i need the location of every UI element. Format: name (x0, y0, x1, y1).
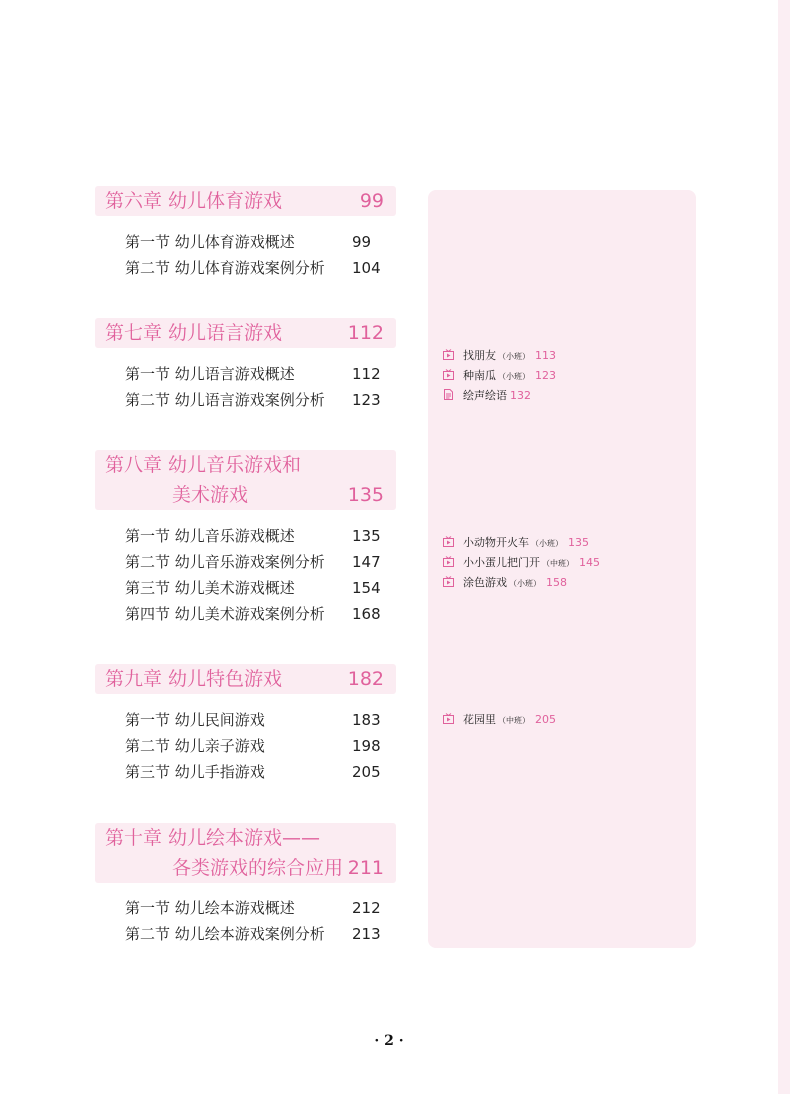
section-item[interactable] (125, 523, 385, 549)
chapter-page: 99 (359, 190, 384, 212)
section-list (125, 707, 385, 785)
section-item[interactable] (125, 229, 385, 255)
chapter-title: 第八章 幼儿音乐游戏和 (105, 454, 302, 476)
section-item[interactable] (125, 549, 385, 575)
section-label: 第一节 幼儿体育游戏概述 (125, 233, 295, 251)
resource-name: 小小蛋儿把门开 (463, 556, 540, 569)
chapter-title: 第九章 幼儿特色游戏 (105, 668, 283, 690)
section-list (125, 229, 385, 281)
section-label: 第四节 幼儿美术游戏案例分析 (125, 605, 325, 623)
section-item[interactable] (125, 255, 385, 281)
section-page: 135 (352, 527, 381, 545)
section-page: 99 (352, 233, 372, 251)
resource-page: 123 (535, 369, 556, 382)
section-label: 第二节 幼儿亲子游戏 (125, 737, 265, 755)
section-list (125, 895, 385, 947)
chapter-page: 182 (347, 668, 384, 690)
chapter-title: 第十章 幼儿绘本游戏—— (105, 827, 321, 849)
section-page: 123 (352, 391, 381, 409)
chapter-page: 135 (347, 484, 384, 506)
section-label: 第一节 幼儿音乐游戏概述 (125, 527, 295, 545)
section-list (125, 523, 385, 627)
section-page: 212 (352, 899, 381, 917)
video-icon (443, 713, 454, 724)
resource-grade: （中班） (542, 559, 574, 568)
section-item[interactable] (125, 895, 385, 921)
document-icon (443, 389, 454, 400)
resource-name: 花园里 (463, 713, 496, 726)
resource-item[interactable] (443, 346, 556, 366)
chapter-title-continued: 各类游戏的综合应用 (172, 857, 344, 879)
resource-page: 145 (579, 556, 600, 569)
chapter-heading[interactable] (95, 664, 396, 694)
video-icon (443, 556, 454, 567)
resource-item[interactable] (443, 533, 600, 553)
resource-name: 小动物开火车 (463, 536, 529, 549)
chapter-heading[interactable] (95, 186, 396, 216)
chapter-page: 112 (347, 322, 384, 344)
section-item[interactable] (125, 361, 385, 387)
resource-grade: （小班） (498, 372, 530, 381)
section-label: 第三节 幼儿美术游戏概述 (125, 579, 295, 597)
section-page: 112 (352, 365, 381, 383)
video-icon (443, 369, 454, 380)
video-icon (443, 349, 454, 360)
section-item[interactable] (125, 921, 385, 947)
resource-name: 绘声绘语 (463, 389, 507, 402)
chapter-page: 211 (347, 857, 384, 879)
section-page: 183 (352, 711, 381, 729)
resource-item[interactable] (443, 573, 600, 593)
chapter-title-continued: 美术游戏 (172, 484, 249, 506)
resource-page: 132 (510, 389, 531, 402)
section-list (125, 361, 385, 413)
resource-page: 113 (535, 349, 556, 362)
section-page: 104 (352, 259, 381, 277)
resource-name: 涂色游戏 (463, 576, 507, 589)
resource-list (443, 710, 556, 730)
section-item[interactable] (125, 759, 385, 785)
chapter-title: 第七章 幼儿语言游戏 (105, 322, 283, 344)
section-page: 205 (352, 763, 381, 781)
resource-item[interactable] (443, 553, 600, 573)
resource-page: 158 (546, 576, 567, 589)
section-label: 第二节 幼儿体育游戏案例分析 (125, 259, 325, 277)
section-label: 第一节 幼儿绘本游戏概述 (125, 899, 295, 917)
chapter-heading[interactable] (95, 318, 396, 348)
resource-list (443, 346, 556, 406)
video-icon (443, 536, 454, 547)
resource-name: 种南瓜 (463, 369, 496, 382)
chapter-heading[interactable] (95, 450, 396, 510)
resource-grade: （中班） (498, 716, 530, 725)
section-label: 第二节 幼儿语言游戏案例分析 (125, 391, 325, 409)
resource-list (443, 533, 600, 593)
resource-item[interactable] (443, 386, 556, 406)
section-label: 第一节 幼儿民间游戏 (125, 711, 265, 729)
resource-grade: （小班） (509, 579, 541, 588)
section-item[interactable] (125, 733, 385, 759)
section-label: 第二节 幼儿绘本游戏案例分析 (125, 925, 325, 943)
resource-page: 135 (568, 536, 589, 549)
chapter-heading[interactable] (95, 823, 396, 883)
section-item[interactable] (125, 707, 385, 733)
section-page: 154 (352, 579, 381, 597)
page-number: · 2 · (374, 1033, 404, 1049)
video-icon (443, 576, 454, 587)
section-item[interactable] (125, 575, 385, 601)
section-page: 147 (352, 553, 381, 571)
section-label: 第三节 幼儿手指游戏 (125, 763, 265, 781)
section-item[interactable] (125, 601, 385, 627)
resource-grade: （小班） (498, 352, 530, 361)
resource-name: 找朋友 (463, 349, 496, 362)
resource-item[interactable] (443, 366, 556, 386)
section-page: 198 (352, 737, 381, 755)
resource-grade: （小班） (531, 539, 563, 548)
resource-page: 205 (535, 713, 556, 726)
resource-item[interactable] (443, 710, 556, 730)
section-label: 第一节 幼儿语言游戏概述 (125, 365, 295, 383)
section-page: 213 (352, 925, 381, 943)
chapter-title: 第六章 幼儿体育游戏 (105, 190, 283, 212)
section-label: 第二节 幼儿音乐游戏案例分析 (125, 553, 325, 571)
section-item[interactable] (125, 387, 385, 413)
section-page: 168 (352, 605, 381, 623)
